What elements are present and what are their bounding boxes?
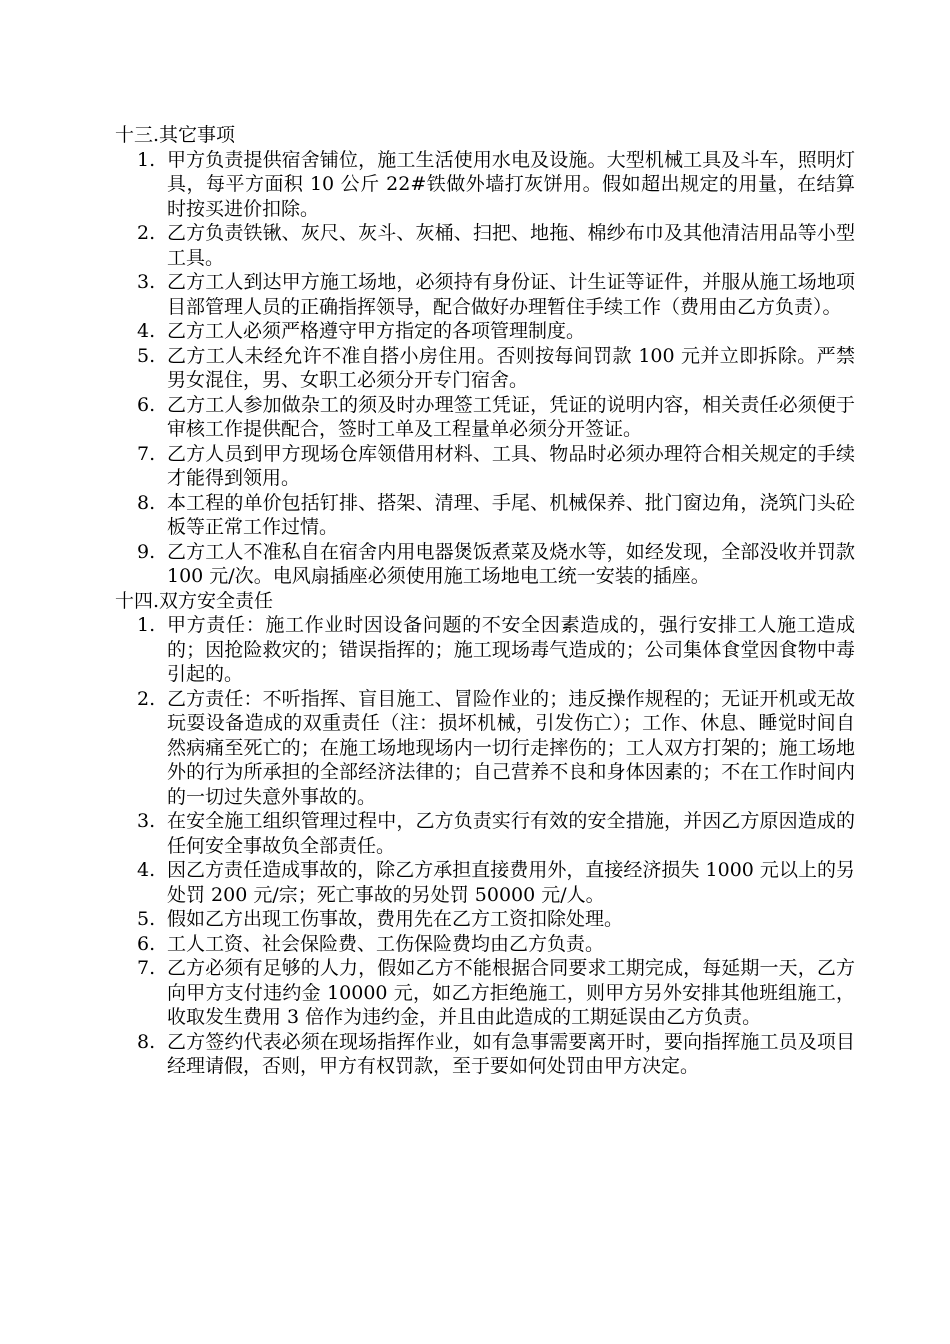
item-text: 甲方负责提供宿舍铺位，施工生活使用水电及设施。大型机械工具及斗车，照明灯具，每平方面积 10 公斤 22#铁做外墙打灰饼用。假如超出规定的用量，在结算时按买进价扣除。 [167, 148, 855, 220]
item-text: 乙方工人未经允许不准自搭小房住用。否则按每间罚款 100 元并立即拆除。严禁男女混住，男、女职工必须分开专门宿舍。 [167, 344, 855, 391]
section-other-matters [115, 123, 855, 589]
item-text: 乙方工人到达甲方施工场地，必须持有身份证、计生证等证件，并服从施工场地项目部管理人员的正确指挥领导，配合做好办理暂住手续工作（费用由乙方负责）。 [167, 271, 855, 318]
item-text: 乙方签约代表必须在现场指挥作业，如有急事需要离开时，要向指挥施工员及项目经理请假，否则，甲方有权罚款，至于要如何处罚由甲方决定。 [167, 1030, 855, 1077]
item-number: 8. [137, 1030, 156, 1053]
list-item [115, 956, 855, 1030]
item-number: 2. [137, 687, 156, 710]
item-text: 乙方责任：不听指挥、盲目施工、冒险作业的；违反操作规程的；无证开机或无故玩耍设备造成的双重责任（注：损坏机械，引发伤亡）；工作、休息、睡觉时间自然病痛至死亡的；在施工场地现场内一切行走摔伤的；工人双方打架的；施工场地外的行为所承担的全部经济法律的；自己营养不良和身体因素的；不在工作时间内的一切过失意外事故的。 [167, 687, 855, 808]
item-text: 工人工资、社会保险费、工伤保险费均由乙方负责。 [167, 932, 605, 955]
item-text: 甲方责任：施工作业时因设备问题的不安全因素造成的，强行安排工人施工造成的；因抢险救灾的；错误指挥的；施工现场毒气造成的；公司集体食堂因食物中毒引起的。 [167, 614, 855, 685]
item-text: 在安全施工组织管理过程中，乙方负责实行有效的安全措施，并因乙方原因造成的任何安全事故负全部责任。 [167, 810, 855, 857]
item-number: 3. [137, 271, 156, 293]
list-item [115, 442, 855, 491]
item-text: 因乙方责任造成事故的，除乙方承担直接费用外，直接经济损失 1000 元以上的另处罚 200 元/宗；死亡事故的另处罚 50000 元/人。 [167, 859, 855, 906]
document-body [115, 123, 855, 1079]
item-number: 8. [137, 491, 156, 514]
list-item [115, 393, 855, 442]
list-item [115, 148, 855, 222]
item-text: 乙方工人不准私自在宿舍内用电器煲饭煮菜及烧水等，如经发现，全部没收并罚款 100 元/次。电风扇插座必须使用施工场地电工统一安装的插座。 [167, 540, 855, 587]
item-text: 乙方人员到甲方现场仓库领借用材料、工具、物品时必须办理符合相关规定的手续才能得到领用。 [167, 442, 855, 489]
item-text: 乙方负责铁锹、灰尺、灰斗、灰桶、扫把、地拖、棉纱布巾及其他清洁用品等小型工具。 [167, 222, 855, 269]
item-number: 9. [137, 540, 156, 563]
list-item [115, 809, 855, 858]
item-number: 7. [137, 957, 156, 979]
item-number: 3. [137, 810, 156, 832]
item-number: 7. [137, 442, 156, 465]
item-text: 乙方工人必须严格遵守甲方指定的各项管理制度。 [167, 320, 586, 342]
list-item [115, 491, 855, 540]
item-text: 假如乙方出现工伤事故，费用先在乙方工资扣除处理。 [167, 908, 624, 930]
list-item [115, 270, 855, 319]
list-item [115, 1030, 855, 1079]
item-list [115, 613, 855, 1079]
item-number: 1. [137, 148, 156, 171]
list-item [115, 932, 855, 957]
item-number: 6. [137, 393, 156, 416]
list-item [115, 613, 855, 687]
section-title: 十四.双方安全责任 [115, 589, 274, 612]
list-item [115, 907, 855, 932]
list-item [115, 344, 855, 393]
item-number: 5. [137, 908, 156, 930]
list-item [115, 687, 855, 810]
item-number: 2. [137, 222, 156, 244]
list-item [115, 858, 855, 907]
list-item [115, 319, 855, 344]
item-number: 1. [137, 614, 156, 636]
item-number: 5. [137, 344, 156, 367]
list-item [115, 540, 855, 589]
item-text: 本工程的单价包括钉排、搭架、清理、手尾、机械保养、批门窗边角，浇筑门头砼板等正常工作过情。 [167, 491, 855, 538]
item-number: 4. [137, 320, 156, 342]
item-text: 乙方工人参加做杂工的须及时办理签工凭证，凭证的说明内容，相关责任必须便于审核工作提供配合，签时工单及工程量单必须分开签证。 [167, 393, 855, 440]
section-title: 十三.其它事项 [115, 124, 236, 146]
item-number: 4. [137, 859, 156, 881]
section-safety-responsibility [115, 589, 855, 1079]
item-number: 6. [137, 932, 156, 955]
list-item [115, 221, 855, 270]
item-text: 乙方必须有足够的人力，假如乙方不能根据合同要求工期完成，每延期一天，乙方向甲方支付违约金 10000 元，如乙方拒绝施工，则甲方另外安排其他班组施工，收取发生费用 3 倍作为违约金，并且由此造成的工期延误由乙方负责。 [167, 957, 855, 1028]
item-list [115, 148, 855, 589]
